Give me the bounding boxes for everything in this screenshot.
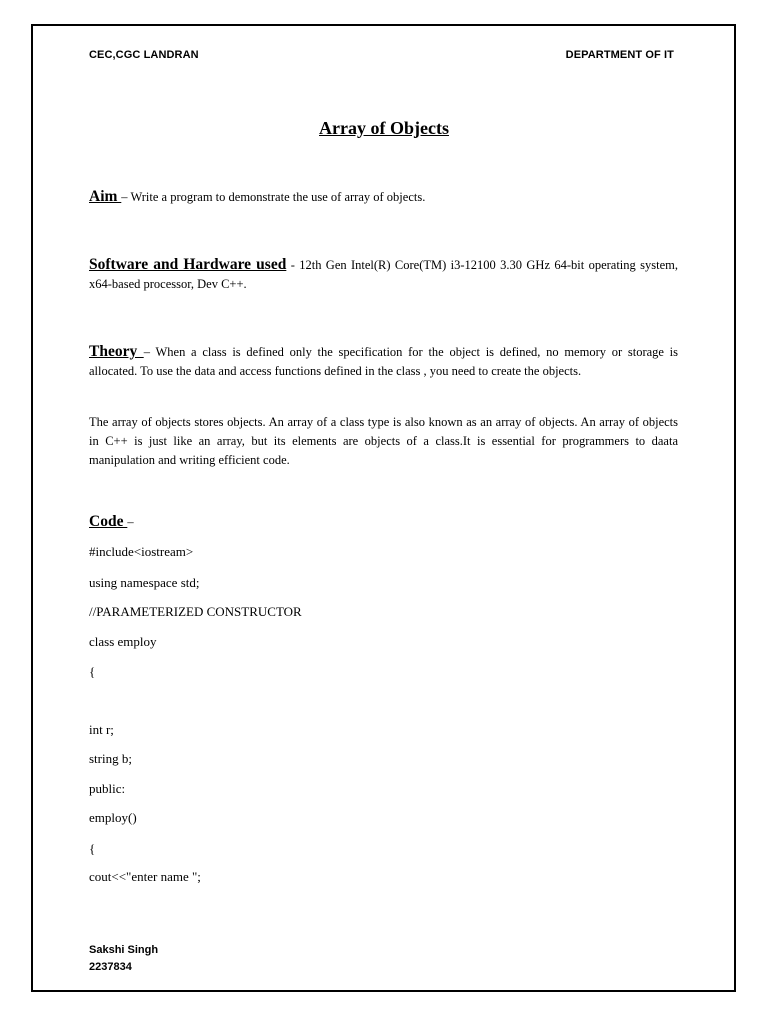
theory-paragraph-1: When a class is defined only the specification for the object is defined, no memory or storage is allocated. To use the data and access functions defined in the class , you need to create the objects.: [89, 345, 679, 378]
theory-dash: –: [143, 345, 156, 359]
code-line: public:: [89, 781, 126, 796]
software-dash: -: [286, 258, 300, 272]
footer-roll-number: 2237834: [89, 961, 132, 973]
theory-paragraph-2: The array of objects stores objects. An array of a class type is also known as an array of objects. An array of objects in C++ is just like an array, but its elements are objects of a class.It is essential for programmers to daata manipulation and writing efficient code.: [89, 415, 678, 467]
code-line: string b;: [89, 751, 132, 766]
page-border: [31, 24, 736, 992]
header-department: DEPARTMENT OF IT: [565, 49, 674, 61]
code-line: employ(): [89, 810, 137, 825]
code-line: cout<<"enter name ";: [89, 869, 201, 884]
code-dash: –: [127, 515, 134, 529]
code-line: int r;: [89, 722, 114, 737]
code-line: {: [89, 841, 96, 856]
aim-dash: –: [121, 190, 131, 204]
aim-section: [89, 188, 678, 207]
header-institution: CEC,CGC LANDRAN: [89, 49, 199, 61]
aim-heading: Aim: [89, 188, 122, 205]
theory-heading: Theory: [89, 343, 144, 360]
software-text: 12th Gen Intel(R) Core(TM) i3-12100 3.30 GHz 64-bit operating system, x64-based processor, Dev C++.: [89, 258, 678, 291]
footer-author-name: Sakshi Singh: [89, 944, 159, 956]
aim-text: Write a program to demonstrate the use of array of objects.: [130, 190, 426, 204]
code-line: //PARAMETERIZED CONSTRUCTOR: [89, 604, 302, 619]
code-line: using namespace std;: [89, 575, 200, 590]
code-line: {: [89, 664, 96, 679]
software-heading: Software and Hardware used: [89, 256, 287, 273]
code-line: class employ: [89, 634, 157, 649]
software-section: [89, 255, 678, 294]
theory-section: [89, 342, 678, 381]
code-heading: Code: [89, 513, 128, 530]
code-section-heading: [89, 513, 134, 532]
page-title: Array of Objects: [319, 118, 449, 138]
code-line: #include<iostream>: [89, 544, 194, 559]
